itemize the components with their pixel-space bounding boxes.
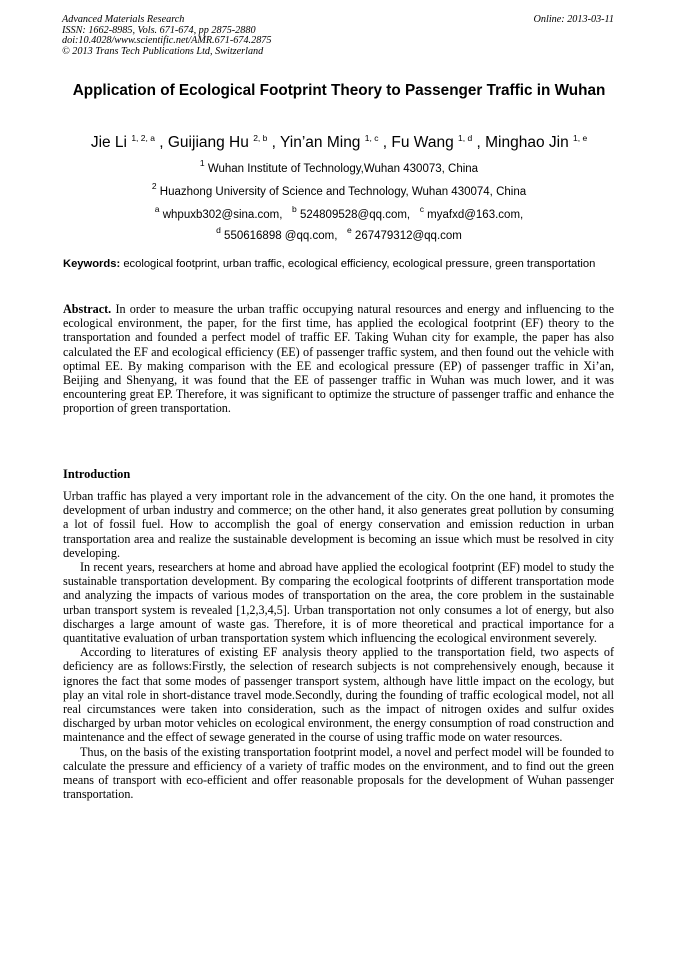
author-separator: , [154, 134, 168, 151]
abstract-text: In order to measure the urban traffic occupying natural resources and energy and influencing to the ecological environment, the paper, for the first time, has applied the ecological footprint (EF) theory to the transportation and founded a perfect model of traffic EF. Taking Wuhan city for example, the paper has also calculated the EF and ecological efficiency (EE) of passenger traffic system, and then found out the vehicle with optimal EE. By making comparison with the EE and ecological pressure (EP) of passenger traffic in Xi’an, Beijing and Shenyang, it was found that the EE of passenger traffic in Wuhan was much lower, and it was encountering great EP. Therefore, it was significant to optimize the structure of passenger traffic and enhance the proportion of green transportation. [63, 302, 614, 416]
email-c[interactable]: myafxd@163.com, [427, 209, 524, 221]
affiliation-sup: 1 [199, 158, 205, 168]
abstract-block [63, 302, 614, 416]
email-sup: e [346, 225, 352, 235]
introduction-body [63, 489, 614, 801]
paragraph: Urban traffic has played a very important role in the advancement of the city. On the one hand, it promotes the development of urban industry and commerce; on the other hand, it also generates great pollution by consuming a lot of fossil fuel. How to accomplish the goal of energy conservation and emission reduction in urban transportation area and realize the sustainable development is becoming an issue which must be resolved in city developing. [63, 489, 614, 560]
paper-title: Application of Ecological Footprint Theory to Passenger Traffic in Wuhan [72, 82, 606, 99]
email-sup: b [292, 204, 297, 214]
email-d[interactable]: 550616898 @qq.com, [224, 230, 338, 242]
abstract-label: Abstract. [63, 302, 112, 316]
email-sup: c [419, 204, 424, 214]
paragraph: In recent years, researchers at home and abroad have applied the ecological footprint (EF) model to study the sustainable transportation development. By comparing the ecological footprints of different transportation mode and analyzing the impacts of various modes of transportation on the area, the core problem in the sustainable urban transport system is revealed [1,2,3,4,5]. Urban transportation not only consumes a lot of energy, but also discharges a large amount of waste gas. Therefore, it is of more theoretical and practical importance for a quantitative evaluation of urban transportation system which influencing the ecological environment severely. [63, 560, 614, 646]
author-name: Minghao Jin [485, 134, 569, 151]
affiliation-sup: 2 [151, 181, 157, 191]
email-sup: d [216, 225, 221, 235]
issn-line: ISSN: 1662-8985, Vols. 671-674, pp 2875-2880 [62, 24, 256, 36]
email-a[interactable]: whpuxb302@sina.com, [162, 209, 283, 221]
online-date: Online: 2013-03-11 [533, 14, 614, 25]
author-sup: 1, e [573, 133, 588, 143]
author-separator: , [378, 134, 392, 151]
author-separator: , [267, 134, 281, 151]
author-sup: 1, c [364, 133, 379, 143]
affiliation-text: Huazhong University of Science and Technology, Wuhan 430074, China [159, 186, 527, 198]
keywords-label: Keywords: [63, 258, 121, 270]
author-name: Guijiang Hu [167, 134, 249, 151]
affiliation-2 [0, 179, 678, 199]
keywords-block [63, 257, 614, 271]
email-line-2 [0, 223, 678, 243]
author-name: Yin’an Ming [280, 134, 361, 151]
author-sup: 1, d [458, 133, 473, 143]
email-sup: a [154, 204, 160, 214]
affiliation-text: Wuhan Institute of Technology,Wuhan 430073, China [207, 163, 479, 175]
paragraph: According to literatures of existing EF analysis theory applied to the transportation field, two aspects of deficiency are as follows:Firstly, the selection of research subjects is not comprehensively enough, because it ignores the fact that some modes of passenger transport system, although have little impact on the ecology, but play an vital role in short-distance travel mode.Secondly, during the founding of traffic ecological model, not all real circumstances were taken into consideration, such as the impact of nitrogen oxides and sulfur oxides discharged by urban motor vehicles on ecological environment, the energy consumption of road construction and maintenance and the effect of sewage generated in the course of using traffic mode on water resources. [63, 645, 614, 745]
journal-name: Advanced Materials Research [62, 14, 185, 25]
affiliation-1 [0, 156, 678, 176]
email-line-1 [0, 202, 678, 222]
copyright-line: © 2013 Trans Tech Publications Ltd, Switzerland [62, 45, 264, 57]
doi-line[interactable]: doi:10.4028/www.scientific.net/AMR.671-674.2875 [62, 35, 272, 47]
keywords-text: ecological footprint, urban traffic, ecological efficiency, ecological pressure, green transportation [123, 258, 596, 270]
section-heading-introduction: Introduction [63, 467, 131, 481]
author-name: Fu Wang [391, 134, 454, 151]
author-sup: 1, 2, a [131, 133, 155, 143]
email-b[interactable]: 524809528@qq.com, [299, 209, 411, 221]
author-separator: , [472, 134, 486, 151]
email-e[interactable]: 267479312@qq.com [354, 230, 462, 242]
author-name: Jie Li [90, 134, 127, 151]
author-list [0, 128, 678, 153]
paragraph: Thus, on the basis of the existing transportation footprint model, a novel and perfect model will be founded to calculate the pressure and efficiency of a variety of traffic modes on the environment, and to find out the green means of transport with eco-efficient and offer reasonable proposals for the development of Wuhan passenger transportation. [63, 744, 614, 802]
author-sup: 2, b [253, 133, 268, 143]
journal-header [62, 15, 271, 57]
